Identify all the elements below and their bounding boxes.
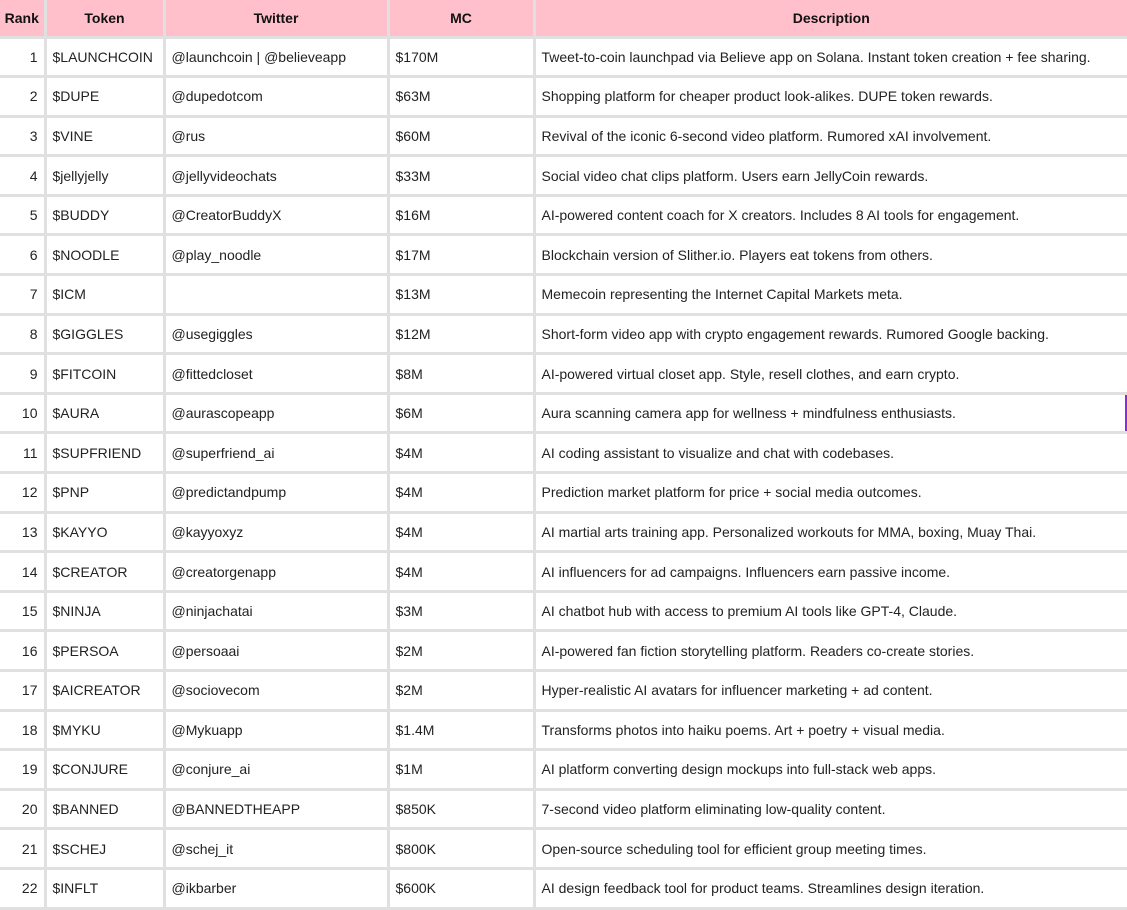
table-row <box>0 235 1127 275</box>
cell-twitter[interactable]: @jellyvideochats <box>164 156 388 196</box>
cell-mc[interactable]: $60M <box>388 116 534 156</box>
cell-mc[interactable]: $600K <box>388 868 534 908</box>
cell-description[interactable]: AI-powered content coach for X creators. Includes 8 AI tools for engagement. <box>534 195 1127 235</box>
cell-rank[interactable]: 20 <box>0 789 45 829</box>
cell-twitter[interactable]: @fittedcloset <box>164 354 388 394</box>
table-row <box>0 512 1127 552</box>
header-row <box>0 0 1127 37</box>
table-row <box>0 37 1127 77</box>
cell-token[interactable]: $GIGGLES <box>45 314 164 354</box>
cell-mc[interactable]: $2M <box>388 631 534 671</box>
cell-description[interactable]: Blockchain version of Slither.io. Players eat tokens from others. <box>534 235 1127 275</box>
cell-mc[interactable]: $8M <box>388 354 534 394</box>
cell-rank[interactable]: 11 <box>0 433 45 473</box>
cell-mc[interactable]: $4M <box>388 512 534 552</box>
cell-rank[interactable]: 5 <box>0 195 45 235</box>
cell-mc[interactable]: $170M <box>388 37 534 77</box>
table-row <box>0 393 1127 433</box>
cell-rank[interactable]: 10 <box>0 393 45 433</box>
table-row <box>0 591 1127 631</box>
table-row <box>0 195 1127 235</box>
cell-twitter[interactable]: @schej_it <box>164 829 388 869</box>
cell-description[interactable]: 7-second video platform eliminating low-quality content. <box>534 789 1127 829</box>
cell-token[interactable]: $FITCOIN <box>45 354 164 394</box>
cell-token[interactable]: $DUPE <box>45 77 164 117</box>
cell-rank[interactable]: 4 <box>0 156 45 196</box>
cell-mc[interactable]: $16M <box>388 195 534 235</box>
cell-token[interactable]: $CONJURE <box>45 750 164 790</box>
cell-token[interactable]: $INFLT <box>45 868 164 908</box>
cell-twitter[interactable]: @predictandpump <box>164 473 388 513</box>
cell-rank[interactable]: 8 <box>0 314 45 354</box>
cell-twitter[interactable]: @BANNEDTHEAPP <box>164 789 388 829</box>
cell-token[interactable]: $PNP <box>45 473 164 513</box>
cell-description[interactable]: Prediction market platform for price + social media outcomes. <box>534 473 1127 513</box>
cell-twitter[interactable]: @ikbarber <box>164 868 388 908</box>
cell-rank[interactable]: 6 <box>0 235 45 275</box>
cell-twitter[interactable]: @persoaai <box>164 631 388 671</box>
cell-rank[interactable]: 19 <box>0 750 45 790</box>
cell-twitter[interactable]: @sociovecom <box>164 671 388 711</box>
cell-mc[interactable]: $63M <box>388 77 534 117</box>
cell-mc[interactable]: $4M <box>388 473 534 513</box>
table-row <box>0 77 1127 117</box>
cell-description[interactable]: Aura scanning camera app for wellness + mindfulness enthusiasts. <box>534 393 1127 433</box>
cell-token[interactable]: $ICM <box>45 275 164 315</box>
table-row <box>0 671 1127 711</box>
header-description[interactable]: Description <box>534 0 1127 37</box>
cell-twitter[interactable] <box>164 275 388 315</box>
cell-token[interactable]: $SCHEJ <box>45 829 164 869</box>
cell-twitter[interactable]: @CreatorBuddyX <box>164 195 388 235</box>
cell-token[interactable]: $LAUNCHCOIN <box>45 37 164 77</box>
header-token[interactable]: Token <box>45 0 164 37</box>
table-row <box>0 275 1127 315</box>
cell-rank[interactable]: 3 <box>0 116 45 156</box>
cell-description[interactable]: Short-form video app with crypto engagement rewards. Rumored Google backing. <box>534 314 1127 354</box>
table-row <box>0 750 1127 790</box>
cell-token[interactable]: $jellyjelly <box>45 156 164 196</box>
cell-twitter[interactable]: @kayyoxyz <box>164 512 388 552</box>
cell-token[interactable]: $AURA <box>45 393 164 433</box>
cell-token[interactable]: $SUPFRIEND <box>45 433 164 473</box>
cell-token[interactable]: $CREATOR <box>45 552 164 592</box>
cell-description[interactable]: Hyper-realistic AI avatars for influencer marketing + ad content. <box>534 671 1127 711</box>
table-row <box>0 314 1127 354</box>
cell-twitter[interactable]: @Mykuapp <box>164 710 388 750</box>
cell-description[interactable]: AI platform converting design mockups into full-stack web apps. <box>534 750 1127 790</box>
cell-rank[interactable]: 9 <box>0 354 45 394</box>
table-body <box>0 37 1127 908</box>
table-row <box>0 631 1127 671</box>
cell-description[interactable]: AI chatbot hub with access to premium AI tools like GPT-4, Claude. <box>534 591 1127 631</box>
cell-rank[interactable]: 18 <box>0 710 45 750</box>
table-row <box>0 116 1127 156</box>
cell-rank[interactable]: 21 <box>0 829 45 869</box>
table-row <box>0 868 1127 908</box>
cell-mc[interactable]: $4M <box>388 433 534 473</box>
cell-mc[interactable]: $17M <box>388 235 534 275</box>
cell-twitter[interactable]: @dupedotcom <box>164 77 388 117</box>
cell-twitter[interactable]: @launchcoin | @believeapp <box>164 37 388 77</box>
cell-description[interactable]: AI-powered fan fiction storytelling platform. Readers co-create stories. <box>534 631 1127 671</box>
cell-description[interactable]: AI-powered virtual closet app. Style, resell clothes, and earn crypto. <box>534 354 1127 394</box>
cell-rank[interactable]: 7 <box>0 275 45 315</box>
cell-twitter[interactable]: @rus <box>164 116 388 156</box>
cell-token[interactable]: $BUDDY <box>45 195 164 235</box>
header-mc[interactable]: MC <box>388 0 534 37</box>
cell-twitter[interactable]: @aurascopeapp <box>164 393 388 433</box>
table-row <box>0 354 1127 394</box>
table-row <box>0 829 1127 869</box>
cell-description[interactable]: AI martial arts training app. Personalized workouts for MMA, boxing, Muay Thai. <box>534 512 1127 552</box>
cell-token[interactable]: $MYKU <box>45 710 164 750</box>
cell-description[interactable]: Tweet-to-coin launchpad via Believe app on Solana. Instant token creation + fee sharing. <box>534 37 1127 77</box>
cell-mc[interactable]: $2M <box>388 671 534 711</box>
cell-mc[interactable]: $4M <box>388 552 534 592</box>
cell-mc[interactable]: $13M <box>388 275 534 315</box>
table-row <box>0 552 1127 592</box>
cell-twitter[interactable]: @usegiggles <box>164 314 388 354</box>
cell-rank[interactable]: 22 <box>0 868 45 908</box>
cell-rank[interactable]: 2 <box>0 77 45 117</box>
cell-mc[interactable]: $6M <box>388 393 534 433</box>
header-twitter[interactable]: Twitter <box>164 0 388 37</box>
cell-description[interactable]: AI design feedback tool for product teams. Streamlines design iteration. <box>534 868 1127 908</box>
cell-rank[interactable]: 1 <box>0 37 45 77</box>
table-row <box>0 156 1127 196</box>
table-row <box>0 473 1127 513</box>
cell-description[interactable]: Revival of the iconic 6-second video platform. Rumored xAI involvement. <box>534 116 1127 156</box>
cell-rank[interactable]: 17 <box>0 671 45 711</box>
table-row <box>0 433 1127 473</box>
cell-mc[interactable]: $33M <box>388 156 534 196</box>
cell-description[interactable]: Transforms photos into haiku poems. Art + poetry + visual media. <box>534 710 1127 750</box>
cell-mc[interactable]: $1.4M <box>388 710 534 750</box>
cell-mc[interactable]: $850K <box>388 789 534 829</box>
cell-twitter[interactable]: @ninjachatai <box>164 591 388 631</box>
cell-description[interactable]: Shopping platform for cheaper product look-alikes. DUPE token rewards. <box>534 77 1127 117</box>
cell-rank[interactable]: 15 <box>0 591 45 631</box>
header-rank[interactable]: Rank <box>0 0 45 37</box>
cell-description[interactable]: Social video chat clips platform. Users earn JellyCoin rewards. <box>534 156 1127 196</box>
cell-twitter[interactable]: @creatorgenapp <box>164 552 388 592</box>
cell-mc[interactable]: $12M <box>388 314 534 354</box>
cell-mc[interactable]: $1M <box>388 750 534 790</box>
cell-token[interactable]: $PERSOA <box>45 631 164 671</box>
cell-token[interactable]: $AICREATOR <box>45 671 164 711</box>
cell-description[interactable]: Memecoin representing the Internet Capital Markets meta. <box>534 275 1127 315</box>
cell-token[interactable]: $VINE <box>45 116 164 156</box>
cell-token[interactable]: $BANNED <box>45 789 164 829</box>
cell-description[interactable]: AI influencers for ad campaigns. Influencers earn passive income. <box>534 552 1127 592</box>
cell-description[interactable]: AI coding assistant to visualize and chat with codebases. <box>534 433 1127 473</box>
table-row <box>0 710 1127 750</box>
cell-mc[interactable]: $800K <box>388 829 534 869</box>
cell-description[interactable]: Open-source scheduling tool for efficient group meeting times. <box>534 829 1127 869</box>
table-header <box>0 0 1127 37</box>
cell-twitter[interactable]: @conjure_ai <box>164 750 388 790</box>
cell-rank[interactable]: 13 <box>0 512 45 552</box>
cell-rank[interactable]: 16 <box>0 631 45 671</box>
cell-token[interactable]: $NOODLE <box>45 235 164 275</box>
cell-token[interactable]: $KAYYO <box>45 512 164 552</box>
cell-rank[interactable]: 12 <box>0 473 45 513</box>
cell-rank[interactable]: 14 <box>0 552 45 592</box>
cell-token[interactable]: $NINJA <box>45 591 164 631</box>
cell-twitter[interactable]: @play_noodle <box>164 235 388 275</box>
cell-twitter[interactable]: @superfriend_ai <box>164 433 388 473</box>
table-row <box>0 789 1127 829</box>
cell-mc[interactable]: $3M <box>388 591 534 631</box>
